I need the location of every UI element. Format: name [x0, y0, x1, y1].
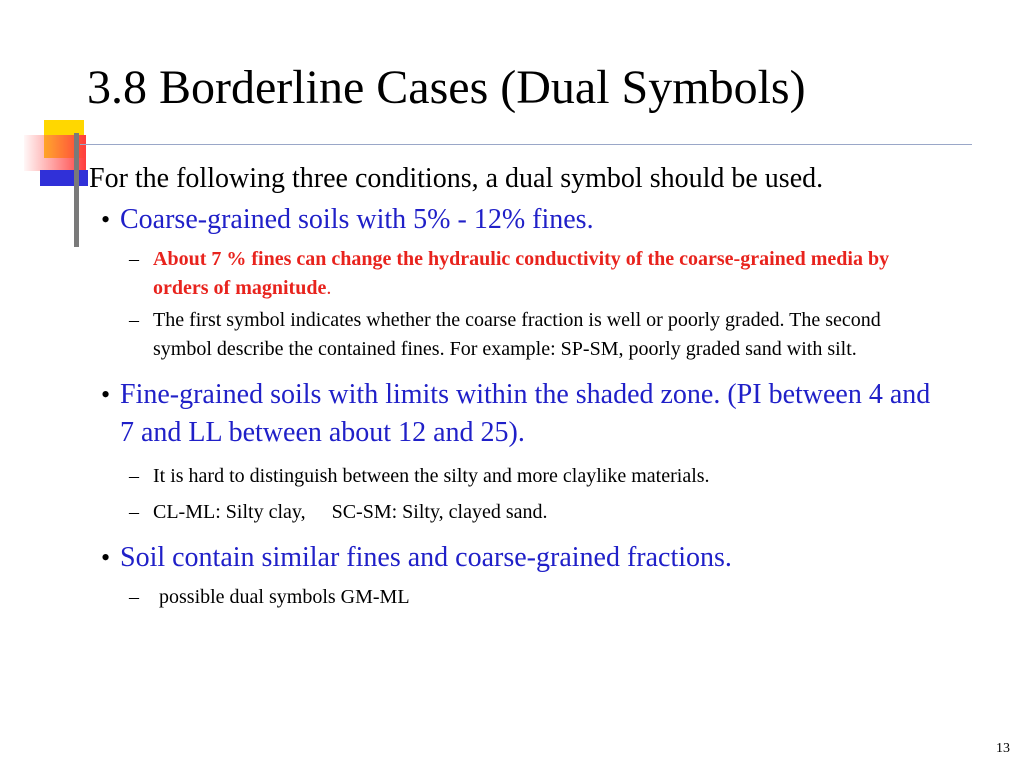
intro-text: For the following three conditions, a dual symbol should be used. — [89, 163, 824, 194]
sub-dash: – — [129, 309, 139, 331]
decor-vertical-line — [74, 133, 79, 247]
sub-text: The first symbol indicates whether the coarse fraction is well or poorly graded. The second symbol describe the contained fines. For example: SP-SM, poorly graded sand with silt. — [153, 309, 881, 360]
sub-dash: – — [129, 501, 139, 523]
bullet-dot: • — [101, 543, 111, 572]
bullet-1-text: Coarse-grained soils with 5% - 12% fines. — [120, 204, 594, 235]
sub-dash: – — [129, 465, 139, 487]
decor-blue-bar — [40, 170, 88, 186]
sub-text-b: SC-SM: Silty, clayed sand. — [331, 501, 548, 523]
bullet-2-text: Fine-grained soils with limits within the shaded zone. (PI between 4 and 7 and LL between about 12 and 25). — [120, 379, 931, 448]
bullet-dot: • — [101, 205, 111, 234]
bullet-3-sub-1 — [89, 583, 937, 612]
bullet-2 — [89, 376, 935, 452]
bullet-1-sub-1 — [89, 245, 937, 303]
bullet-3 — [89, 539, 937, 577]
bullet-dot: • — [101, 380, 111, 409]
sub-text: It is hard to distinguish between the silty and more claylike materials. — [153, 465, 710, 487]
page-number: 13 — [996, 741, 1010, 756]
sub-dash: – — [129, 248, 139, 270]
sub-dash: – — [129, 586, 139, 608]
bullet-1 — [89, 201, 937, 239]
bullet-2-sub-1 — [89, 462, 937, 491]
sub-text: possible dual symbols GM-ML — [159, 586, 410, 608]
bullet-1-sub-2 — [89, 306, 937, 364]
highlight-text: About 7 % fines can change the hydraulic conductivity of the coarse-grained media by orders of magnitude — [153, 248, 890, 299]
highlight-period: . — [326, 277, 332, 299]
bullet-2-sub-2 — [89, 498, 937, 527]
title-underline — [80, 144, 972, 145]
sub-text-a: CL-ML: Silty clay, — [153, 501, 306, 523]
bullet-3-text: Soil contain similar fines and coarse-grained fractions. — [120, 542, 732, 573]
slide-title: 3.8 Borderline Cases (Dual Symbols) — [87, 61, 806, 114]
slide-body — [89, 157, 937, 612]
